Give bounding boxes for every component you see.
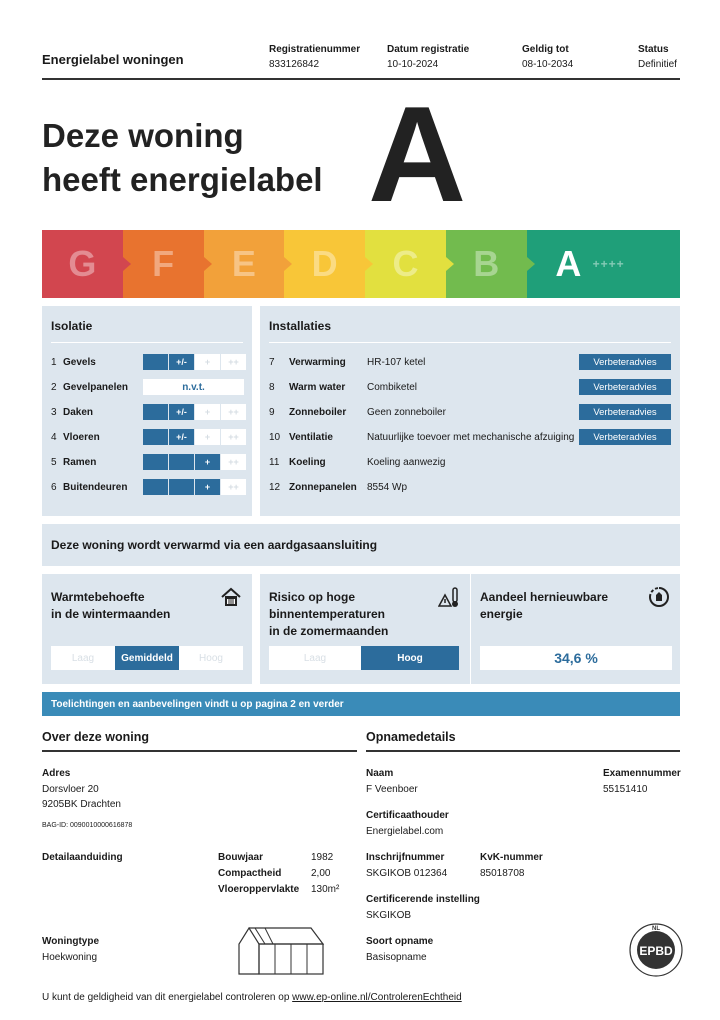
- isolatie-row-number: 1: [51, 356, 57, 368]
- kvk-label: KvK-nummer: [480, 852, 543, 863]
- examennummer-label: Examennummer: [603, 768, 681, 779]
- installaties-title: Installaties: [269, 319, 332, 333]
- scale-letter-e: E: [231, 243, 256, 284]
- registratienummer-value: 833126842: [269, 59, 320, 70]
- epbd-seal-top: NL: [652, 926, 660, 932]
- isolatie-row-number: 5: [51, 456, 57, 468]
- isolatie-rating-cell: ++: [221, 354, 246, 370]
- status-label: Status: [638, 44, 669, 55]
- installatie-row-number: 9: [269, 406, 275, 418]
- warmtebehoefte-card: [42, 574, 252, 684]
- soort-opname-label: Soort opname: [366, 936, 434, 947]
- isolatie-row-number: 2: [51, 381, 57, 393]
- installatie-row: [269, 429, 671, 445]
- renewable-energy-icon: [648, 586, 670, 608]
- isolatie-rating-cell: ++: [221, 479, 246, 495]
- certificerende-instelling-label: Certificerende instelling: [366, 894, 480, 905]
- installatie-row-value: Natuurlijke toevoer met mechanische afzuiging: [367, 431, 575, 443]
- scale-letter-c: C: [392, 243, 419, 284]
- isolatie-rating-cell: ++: [221, 429, 246, 445]
- installatie-row-value: HR-107 ketel: [367, 356, 426, 368]
- scale-segment-g: [42, 230, 123, 298]
- isolatie-rating-cell: [143, 454, 168, 470]
- risico-scale: [269, 646, 459, 670]
- installatie-row-label: Ventilatie: [289, 431, 333, 443]
- isolatie-row-number: 3: [51, 406, 57, 418]
- installatie-row-label: Warm water: [289, 381, 346, 393]
- aandeel-title: [480, 589, 608, 623]
- detailaanduiding-label: Detailaanduiding: [42, 852, 123, 863]
- risico-card: [260, 574, 470, 684]
- datum-block: [387, 44, 469, 70]
- isolatie-rating-cell: [169, 454, 194, 470]
- installatie-row-number: 12: [269, 481, 281, 493]
- epbd-seal-text: EPBD: [639, 944, 673, 958]
- installatie-row-label: Zonnepanelen: [289, 481, 357, 493]
- scale-segment-c: [365, 230, 446, 298]
- scale-letter-b: B: [473, 243, 500, 284]
- isolatie-rating-cell: ++: [221, 454, 246, 470]
- installatie-row-number: 7: [269, 356, 275, 368]
- scale-chevron: [527, 257, 535, 271]
- aandeel-title-line2: energie: [480, 607, 523, 621]
- aandeel-value: 34,6 %: [480, 646, 672, 670]
- thermometer-warning-icon: [438, 586, 460, 608]
- scale-chevron: [123, 257, 131, 271]
- scale-segment-e: [204, 230, 285, 298]
- inschrijfnummer-label: Inschrijfnummer: [366, 852, 445, 863]
- status-value: Definitief: [638, 59, 677, 70]
- scale-chevron: [365, 257, 373, 271]
- opnamedetails-title: Opnamedetails: [366, 730, 680, 752]
- warmtebehoefte-title: [51, 589, 170, 623]
- scale-letter-d: D: [311, 243, 338, 284]
- installaties-panel: [260, 306, 680, 516]
- isolatie-row: [51, 404, 93, 420]
- isolatie-row-label: Ramen: [63, 456, 97, 468]
- installatie-row-value: Geen zonneboiler: [367, 406, 446, 418]
- bouwjaar-value: 1982: [311, 852, 334, 863]
- warmtebehoefte-title-line1: Warmtebehoefte: [51, 590, 145, 604]
- scale-chevron: [446, 257, 454, 271]
- isolatie-row-label: Gevels: [63, 356, 96, 368]
- isolatie-rating-bar: [143, 354, 247, 370]
- geldig-value: 08-10-2034: [522, 59, 574, 70]
- datum-label: Datum registratie: [387, 44, 470, 55]
- scale-letter-g: G: [68, 243, 97, 284]
- scale-segment-d: [284, 230, 365, 298]
- installaties-divider: [269, 342, 671, 343]
- risico-option-laag: Laag: [269, 646, 361, 670]
- installatie-row-value: Koeling aanwezig: [367, 456, 446, 468]
- footer-text: U kunt de geldigheid van dit energielabel controleren op: [42, 992, 293, 1003]
- scale-chevron: [284, 257, 292, 271]
- epbd-seal-icon: [628, 922, 684, 978]
- warmtebehoefte-scale: [51, 646, 243, 670]
- verbeteradvies-button[interactable]: Verbeteradvies: [579, 429, 671, 445]
- risico-title: [269, 589, 388, 640]
- certificaathouder-value: Energielabel.com: [366, 826, 444, 837]
- installatie-row: [269, 404, 671, 420]
- headline-line2: heeft energielabel: [42, 161, 323, 198]
- isolatie-rating-bar: [143, 429, 247, 445]
- headline-line1: Deze woning: [42, 117, 244, 154]
- adres-line1: Dorsvloer 20: [42, 784, 99, 795]
- scale-segment-b: [446, 230, 527, 298]
- geldig-label: Geldig tot: [522, 44, 569, 55]
- risico-title-line3: in de zomermaanden: [269, 624, 389, 638]
- energy-label-letter: A: [368, 78, 467, 230]
- isolatie-rating-cell: +/-: [169, 404, 194, 420]
- isolatie-rating-cell: +: [195, 429, 220, 445]
- isolatie-rating-cell: +/-: [169, 429, 194, 445]
- certificerende-instelling-value: SKGIKOB: [366, 910, 412, 921]
- isolatie-row-label: Daken: [63, 406, 94, 418]
- registratienummer-block: [269, 44, 360, 70]
- registratienummer-label: Registratienummer: [269, 44, 361, 55]
- naam-label: Naam: [366, 768, 394, 779]
- isolatie-rating-cell: +: [195, 479, 220, 495]
- isolatie-row: [51, 479, 127, 495]
- isolatie-rating-bar: [143, 479, 247, 495]
- isolatie-rating-bar: [143, 404, 247, 420]
- adres-label: Adres: [42, 768, 71, 779]
- energy-scale: [42, 230, 680, 298]
- document-header: [42, 42, 680, 80]
- installatie-row: [269, 379, 671, 395]
- scale-letter-a: A: [555, 243, 582, 284]
- installatie-row-number: 8: [269, 381, 275, 393]
- risico-title-line1: Risico op hoge: [269, 590, 356, 604]
- vloeroppervlakte-value: 130m²: [311, 884, 340, 895]
- soort-opname-value: Basisopname: [366, 952, 427, 963]
- gas-connection-text: Deze woning wordt verwarmd via een aardgasaansluiting: [51, 538, 378, 552]
- isolatie-divider: [51, 342, 243, 343]
- naam-value: F Veenboer: [366, 784, 418, 795]
- installatie-row-value: Combiketel: [367, 381, 418, 393]
- ep-online-link[interactable]: www.ep-online.nl/ControlerenEchtheid: [292, 992, 462, 1003]
- toelichting-banner[interactable]: Toelichtingen en aanbevelingen vindt u op pagina 2 en verder: [42, 692, 680, 716]
- installatie-row: [269, 479, 671, 495]
- geldig-block: [522, 44, 573, 70]
- installatie-row-number: 11: [269, 456, 280, 468]
- isolatie-row-number: 6: [51, 481, 57, 493]
- scale-segment-a: [527, 230, 680, 298]
- warmtebehoefte-title-line2: in de wintermaanden: [51, 607, 171, 621]
- aandeel-title-line1: Aandeel hernieuwbare: [480, 590, 609, 604]
- isolatie-nvt: n.v.t.: [143, 379, 244, 395]
- isolatie-rating-cell: [169, 479, 194, 495]
- isolatie-title: Isolatie: [51, 319, 93, 333]
- datum-value: 10-10-2024: [387, 59, 439, 70]
- isolatie-rating-cell: [143, 429, 168, 445]
- warmte-option-laag: Laag: [51, 646, 115, 670]
- bouwjaar-label: Bouwjaar: [218, 852, 264, 863]
- footer: [42, 992, 462, 1003]
- gas-connection-panel: [42, 524, 680, 566]
- isolatie-row: [51, 379, 128, 395]
- isolatie-rating-cell: +: [195, 354, 220, 370]
- over-woning-title: Over deze woning: [42, 730, 357, 752]
- isolatie-row-number: 4: [51, 431, 57, 443]
- isolatie-row-label: Buitendeuren: [63, 481, 128, 493]
- isolatie-rating-cell: +/-: [169, 354, 194, 370]
- scale-segment-f: [123, 230, 204, 298]
- isolatie-rating-bar: [143, 454, 247, 470]
- kvk-value: 85018708: [480, 868, 525, 879]
- aandeel-card: [471, 574, 680, 684]
- compactheid-value: 2,00: [311, 868, 331, 879]
- hoekwoning-house-icon: [235, 924, 327, 978]
- certificaathouder-label: Certificaathouder: [366, 810, 449, 821]
- installatie-row-number: 10: [269, 431, 281, 443]
- isolatie-row: [51, 429, 100, 445]
- risico-title-line2: binnentemperaturen: [269, 607, 386, 621]
- installatie-row-label: Koeling: [289, 456, 326, 468]
- vloeroppervlakte-label: Vloeroppervlakte: [218, 884, 300, 895]
- isolatie-rating-cell: +: [195, 454, 220, 470]
- scale-letter-f: F: [152, 243, 175, 284]
- headline: [42, 114, 323, 202]
- isolatie-row-label: Vloeren: [63, 431, 100, 443]
- woningtype-label: Woningtype: [42, 936, 100, 947]
- installatie-row-label: Zonneboiler: [289, 406, 347, 418]
- verbeteradvies-button[interactable]: Verbeteradvies: [579, 379, 671, 395]
- isolatie-rating-cell: [143, 354, 168, 370]
- isolatie-rating-cell: [143, 479, 168, 495]
- isolatie-rating-cell: [143, 404, 168, 420]
- woningtype-value: Hoekwoning: [42, 952, 98, 963]
- isolatie-rating-bar: [143, 379, 244, 395]
- installatie-row-label: Verwarming: [289, 356, 346, 368]
- bag-id: BAG-ID: 0090010000616878: [42, 822, 133, 829]
- scale-plus-marks: ++++: [592, 257, 625, 271]
- document-title: Energielabel woningen: [42, 52, 184, 67]
- compactheid-label: Compactheid: [218, 868, 282, 879]
- scale-chevron: [204, 257, 212, 271]
- isolatie-row-label: Gevelpanelen: [63, 381, 129, 393]
- warmte-option-hoog: Hoog: [179, 646, 243, 670]
- inschrijfnummer-value: SKGIKOB 012364: [366, 868, 448, 879]
- verbeteradvies-button[interactable]: Verbeteradvies: [579, 404, 671, 420]
- installatie-row: [269, 354, 671, 370]
- adres-line2: 9205BK Drachten: [42, 799, 121, 810]
- isolatie-row: [51, 454, 96, 470]
- isolatie-rating-cell: +: [195, 404, 220, 420]
- warmte-option-gemiddeld: Gemiddeld: [115, 646, 179, 670]
- isolatie-panel: [42, 306, 252, 516]
- installatie-row-value: 8554 Wp: [367, 481, 408, 493]
- house-heat-icon: [220, 586, 242, 608]
- isolatie-row: [51, 354, 96, 370]
- status-block: [638, 44, 677, 70]
- verbeteradvies-button[interactable]: Verbeteradvies: [579, 354, 671, 370]
- isolatie-rating-cell: ++: [221, 404, 246, 420]
- installatie-row: [269, 454, 671, 470]
- examennummer-value: 55151410: [603, 784, 648, 795]
- risico-option-hoog: Hoog: [361, 646, 459, 670]
